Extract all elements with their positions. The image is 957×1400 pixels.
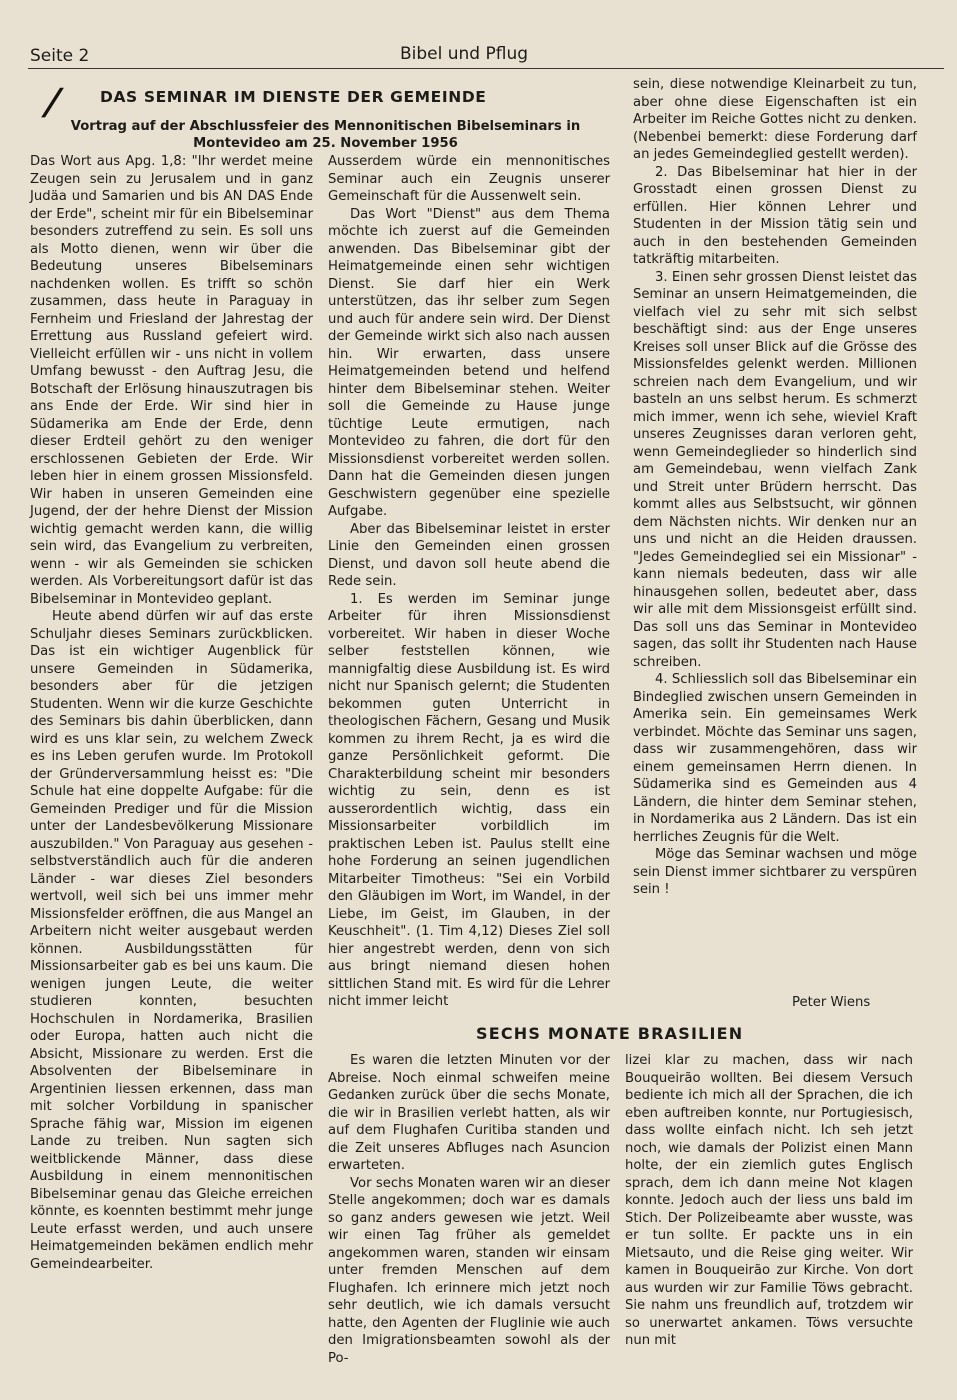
header-rule [28,68,944,69]
page-number: Seite 2 [30,46,90,66]
article1-subtitle: Vortrag auf der Abschlussfeier des Mennonitischen Bibelseminars in Montevideo am 25. November 1956 [70,119,581,151]
paragraph: Es waren die letzten Minuten vor der Abreise. Noch einmal schweifen meine Gedanken zurück über die sechs Monate, die wir in Brasilien verlebt hatten, als wir auf dem Flughafen Curitiba standen und die Zeit unseres Abfluges nach Asuncion erwarteten. [328,1053,610,1173]
paragraph: Aber das Bibelseminar leistet in erster Linie den Gemeinden einen grossen Dienst, und davon soll heute abend die Rede sein. [328,521,610,589]
article1-column-3 [633,76,917,899]
publication-title: Bibel und Pflug [400,44,529,64]
article1-title: DAS SEMINAR IM DIENSTE DER GEMEINDE [100,88,487,106]
paragraph: 4. Schliesslich soll das Bibelseminar ein Bindeglied zwischen unsern Gemeinden in Amerika sein. Ein gemeinsames Werk verbindet. Möchte das Seminar uns sagen, dass wir zusammengehören, dass wir einem gemeinsamen Herrn dienen. In Südamerika sind es Gemeinden aus 4 Ländern, die hinter dem Seminar stehen, in Nordamerika aus 2 Ländern. Das ist ein herrliches Zeugnis für die Welt. [633,672,917,845]
paragraph: sein, diese notwendige Kleinarbeit zu tun, aber ohne diese Eigenschaften ist ein Arbeiter im Reiche Gottes nicht zu denken. (Nebenbei bemerkt: diese Forderung darf an jedes Gemeindeglied gestellt werden). [633,77,917,162]
paragraph: Das Wort aus Apg. 1,8: "Ihr werdet meine Zeugen sein zu Jerusalem und in ganz Judäa und Samarien und bis AN DAS Ende der Erde", scheint mir für ein Bibelseminar besonders zutreffend zu sein. Es soll uns als Motto dienen, wenn wir über die Bedeutung unseres Bibelseminars nachdenken wollen. Es trifft so schön zusammen, dass heute in Paraguay in Fernheim und Friesland der Jahrestag der Errettung aus Russland gefeiert wird. Vielleicht erfüllen wir - uns nicht in vollem Umfang bewusst - den Auftrag Jesu, die Botschaft der Erlösung hinauszutragen bis ans Ende der Erde. Wir sind hier in Südamerika am Ende der Erde, denn dieser Erdteil gehört zu den weniger erschlossenen Gebieten der Erde. Wir leben hier in einem grossen Missionsfeld. Wir haben in unseren Gemeinden eine Jugend, der der hehre Dienst der Mission wichtig gemacht werden kann, die willig sein wird, das Evangelium zu verbreiten, wenn - wir als Gemeinden sie schicken werden. Als Vorbereitungsort dafür ist das Bibelseminar in Montevideo geplant. [30,154,313,607]
article1-column-2 [328,153,610,1011]
article2-column-1 [328,1052,610,1367]
paragraph: Möge das Seminar wachsen und möge sein Dienst immer sichtbarer zu verspüren sein ! [633,847,917,897]
paragraph: 2. Das Bibelseminar hat hier in der Grosstadt einen grossen Dienst zu erfüllen. Hier können Lehrer und Studenten in der Mission tätig sein und auch in den bestehenden Gemeinden tatkräftig mitarbeiten. [633,164,917,267]
article2-column-2 [625,1052,913,1350]
paragraph: 1. Es werden im Seminar junge Arbeiter für ihren Missionsdienst vorbereitet. Wir haben in dieser Woche selber feststellen können, wie mannigfaltig diese Ausbildung ist. Es wird nicht nur Spanisch gelernt; die Studenten bekommen guten Unterricht in theologischen Fächern, Gesang und Musik kommen zu ihrem Recht, ja es wird die ganze Persönlichkeit geformt. Die Charakterbildung scheint mir besonders wichtig zu sein, denn es ist ausserordentlich wichtig, dass ein Missionsarbeiter vorbildlich im praktischen Leben ist. Paulus stellt eine hohe Forderung an seinen jugendlichen Mitarbeiter Timotheus: "Sei ein Vorbild den Gläubigen im Wort, im Wandel, in der Liebe, im Geist, im Glauben, in der Keuschheit". (1. Tim 4,12) Dieses Ziel soll hier angestrebt werden, denn von sich aus bringt niemand diesen hohen sittlichen Stand mit. Es wird für die Lehrer nicht immer leicht [328,591,610,1009]
paragraph: lizei klar zu machen, dass wir nach Bouqueirão wollten. Bei diesem Versuch bediente ich mich all der Sprachen, die ich eben auftreiben konnte, nur Portugiesisch, dass wollte einfach nicht. Ich seh jetzt noch, wie damals der Polizist einen Mann holte, der ein ziemlich gutes Englisch sprach, dem ich dann meine Not klagen konnte. Jedoch auch der liess uns bald im Stich. Der Polizeibeamte aber wusste, was er tun sollte. Er packte uns in ein Mietsauto, und die Reise ging weiter. Wir kamen in Bouqueirão zur Kirche. Von dort aus wurden wir zur Familie Töws gebracht. Sie nahm uns freundlich auf, trotzdem wir so unerwartet ankamen. Töws versuchte nun mit [625,1053,913,1348]
article2-title: SECHS MONATE BRASILIEN [476,1024,744,1043]
article1-column-1 [30,153,313,1273]
paragraph: Das Wort "Dienst" aus dem Thema möchte ich zuerst auf die Gemeinden anwenden. Das Bibelseminar gibt der Heimatgemeinde einen sehr wichtigen Dienst. Sie darf hier ein Werk unterstützen, das ihr selber zum Segen und auch für andere sein wird. Der Dienst der Gemeinde wirkt sich also nach aussen hin. Wir erwarten, dass unsere Heimatgemeinden betend und helfend hinter dem Bibelseminar stehen. Weiter soll die Gemeinde zu Hause junge tüchtige Leute ermutigen, nach Montevideo zu fahren, die dort für den Missionsdienst vorbereitet werden sollen. Dann hat die Gemeinden diesen jungen Geschwistern gegenüber eine spezielle Aufgabe. [328,206,610,519]
article1-signature: Peter Wiens [792,995,871,1010]
paragraph: Ausserdem würde ein mennonitisches Seminar auch ein Zeugnis unserer Gemeinschaft für die Aussenwelt sein. [328,154,610,204]
paragraph: 3. Einen sehr grossen Dienst leistet das Seminar an unsern Heimatgemeinden, die vielfach viel zu sehr mit sich selbst beschäftigt sind: aus der Enge unseres Kreises soll unser Blick auf die Grösse des Missionsfeldes gelenkt werden. Millionen schreien nach dem Evangelium, und wir basteln an uns selbst herum. Es schmerzt mich immer, wenn ich sehe, wieviel Kraft unseres Zeugnisses daran verloren geht, wenn Gemeindeglieder so hinderlich sind am Gemeindebau, wenn vielfach Zank und Streit unter Brüdern herrscht. Das kommt alles aus Selbstsucht, wir gönnen dem Nächsten nichts. Wir denken nur an uns und nicht an die Heiden draussen. "Jedes Gemeindeglied sei ein Missionar" - kann niemals bedeuten, dass wir alle hinausgehen sollen, bedeutet aber, dass wir alle mit dem Missionsgeist erfüllt sind. Das soll uns das Seminar in Montevideo sagen, das sollt ihr Studenten nach Hause schreiben. [633,269,917,670]
paragraph: Vor sechs Monaten waren wir an dieser Stelle angekommen; doch war es damals so ganz anders gewesen wie jetzt. Weil wir einen Tag früher als gemeldet angekommen waren, standen wir einsam unter fremden Menschen auf dem Flughafen. Ich erinnere mich jetzt noch sehr deutlich, wie ich damals versucht hatte, den Agenten der Fluglinie wie auch den Imigrationsbeamten sowohl als der Po- [328,1175,610,1366]
handwritten-slash-mark: / [39,82,66,123]
paragraph: Heute abend dürfen wir auf das erste Schuljahr dieses Seminars zurückblicken. Das ist ein wichtiger Augenblick für unsere Gemeinden in Südamerika, besonders aber für die jetzigen Studenten. Wenn wir die kurze Geschichte des Seminars bis dahin überblicken, dann wird es uns klar sein, zu welchem Zweck es ins Leben gerufen wurde. Im Protokoll der Gründerversammlung heisst es: "Die Schule hat eine doppelte Aufgabe: für die Gemeinden Prediger und für die Mission unter der Landesbevölkerung Missionare auszubilden." Von Paraguay aus gesehen - selbstverständlich auch für die anderen Länder - war dieses Ziel besonders wertvoll, weil sich bei uns immer mehr Missionsfelder eröffnen, die aus Mangel an Arbeitern nicht weiter ausgebaut werden können. Ausbildungsstätten für Missionsarbeiter gab es bei uns kaum. Die wenigen jungen Leute, die weiter studieren konnten, besuchten Hochschulen in Nordamerika, Brasilien oder Europa, hatten auch nicht die Absicht, Missionare zu werden. Erst die Absolventen der Bibelseminare in Argentinien liessen erkennen, dass man mit solcher Vorbildung in spanischer Sprache fähig war, Mission im eigenen Lande zu treiben. Nun sagten sich weitblickende Männer, dass diese Ausbildung in einem mennonitischen Bibelseminar genau das Gleiche erreichen könnte, es koennten bestimmt mehr junge Leute erfasst werden, und auch unsere Heimatgemeinden bekämen endlich mehr Gemeindearbeiter. [30,609,313,1272]
